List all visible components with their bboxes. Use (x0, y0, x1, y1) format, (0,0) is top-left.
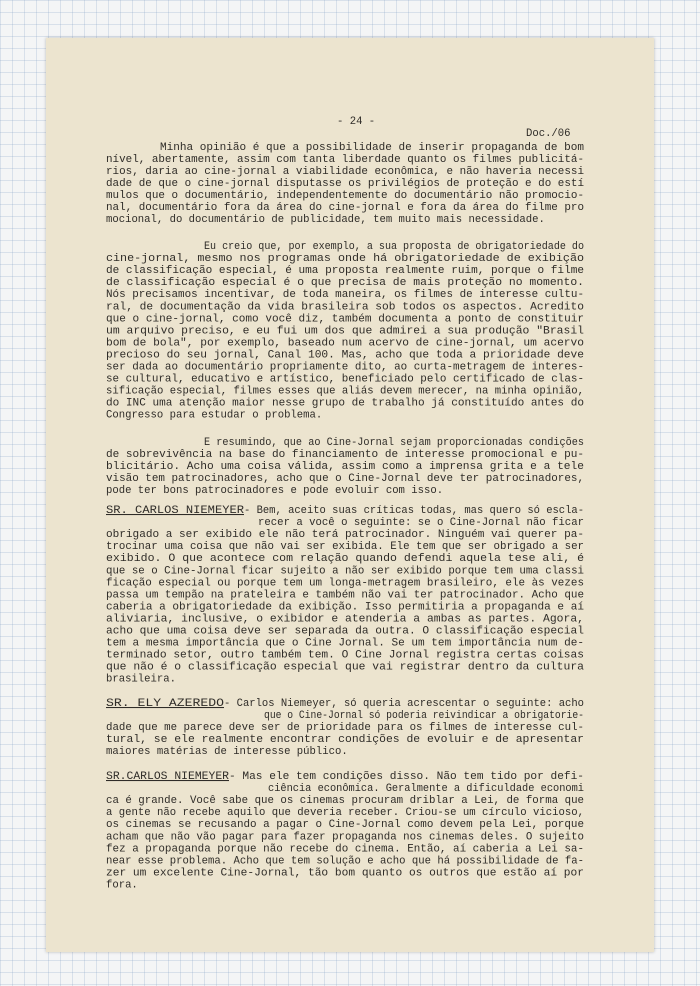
paragraph-line: de classificação especial, é uma proposta realmente ruim, porque o filme (106, 265, 584, 278)
speaker-name: SR.CARLOS NIEMEYER (106, 771, 230, 783)
paragraph-line: blicitário. Acho uma coisa válida, assim como a imprensa grita e a tele (106, 461, 584, 474)
speech-line: near esse problema. Acho que tem solução e acho que há possibilidade de fa- (106, 855, 584, 868)
paragraph-line: ral, de documentação da vida brasileira sob todos os aspectos. Acredito (106, 301, 584, 314)
speech-line: - Bem, aceito suas críticas todas, mas quero só escla- (244, 505, 584, 517)
page-number: - 24 - (337, 116, 376, 128)
speech-line: fez a propaganda porque não recebe do cinema. Então, aí caberia a Lei sa- (106, 843, 584, 856)
paragraph-line: dade de que o cine-jornal disputasse os privilégios de proteção e do estí (106, 178, 584, 190)
speech-line: aliviaria, inclusive, o exibidor e atenderia a ambas as partes. Agora, (106, 613, 584, 626)
paragraph-line: ser dada ao documentário propriamente dito, ao curta-metragem de interes- (106, 361, 584, 374)
paragraph-line: mulos que o documentário, independentemente do documentário não promocio- (106, 190, 584, 202)
paragraph-line: sificação especial, filmes esses que aliás devem merecer, na minha opinião, (106, 385, 584, 398)
speech-line: acho que uma coisa deve ser separada da outra. O classificação especial (106, 625, 584, 638)
paragraph-line: mocional, do documentário de publicidade, tem muito mais necessidade. (106, 214, 545, 226)
speech-line: ca é grande. Você sabe que os cinemas procuram driblar a Lei, de forma que (106, 795, 584, 808)
speech-line: os cinemas se recusando a pagar o Cine-Jornal como devem pela Lei, porque (106, 819, 584, 832)
speech-line: ficação especial ou porque tem um longa-metragem brasileiro, ele às vezes (106, 577, 584, 590)
speech-line: fora. (106, 879, 138, 892)
speech-line: acham que não vão pagar para fazer propaganda nos cinemas deles. O sujeito (106, 831, 584, 844)
speech-line: trocinar uma coisa que não vai ser exibida. Ele tem que ser obrigado a ser (106, 541, 584, 554)
document-page (46, 38, 654, 952)
paragraph-line: de classificação especial é o que precisa de mais proteção no momento. (106, 277, 584, 290)
paragraph-line: Minha opinião é que a possibilidade de inserir propaganda de bom (160, 142, 584, 154)
paragraph-line: pode ter bons patrocinadores e pode evoluir com isso. (106, 485, 444, 498)
paragraph-line: um arquivo preciso, e eu fui um dos que admirei a sua produção "Brasil (106, 325, 584, 338)
speech-line: - Mas ele tem condições disso. Não tem tido por defi- (229, 771, 584, 783)
paragraph-line: Eu creio que, por exemplo, a sua proposta de obrigatoriedade do (204, 241, 584, 253)
speech-line: tural, se ele realmente encontrar condições de evoluir e de apresentar (106, 734, 584, 747)
speech-line: recer a você o seguinte: se o Cine-Jornal não ficar (258, 517, 584, 530)
paragraph-line: cine-jornal, mesmo nos programas onde há obrigatoriedade de exibição (106, 253, 584, 266)
paragraph-line: se cultural, educativo e artístico, beneficiado pelo certificado de clas- (106, 373, 584, 386)
paragraph-line: que o cine-jornal, como você diz, também documenta a ponto de constituir (106, 313, 584, 326)
speech-line: obrigado a ser exibido ele não terá patrocinador. Ninguém vai querer pa- (106, 529, 584, 542)
speaker-name: SR. CARLOS NIEMEYER (106, 505, 245, 517)
document-reference: Doc./06 (526, 128, 571, 140)
speech-line: terminado setor, outro também tem. O Cine Jornal registra certas coisas (106, 649, 584, 662)
paragraph-line: bom de bola", por exemplo, baseado num acervo de cine-jornal, um acervo (106, 337, 584, 350)
speech-line: que se o Cine-Jornal ficar sujeito a não ser exibido porque tem uma classi (106, 565, 584, 578)
speech-line: zer um excelente Cine-Jornal, tão bom quanto os outros que estão aí por (106, 867, 584, 880)
typed-text (46, 38, 654, 952)
speech-line: brasileira. (106, 673, 176, 686)
paragraph-line: Congresso para estudar o problema. (106, 409, 323, 422)
speech-line: dade que me parece deve ser de prioridade para os filmes de interesse cul- (106, 722, 584, 735)
paragraph-line: E resumindo, que ao Cine-Jornal sejam proporcionadas condições (204, 437, 584, 449)
speech-line: caberia a obrigatoriedade da exibição. Isso permitiria a propaganda e aí (106, 601, 584, 614)
paragraph-line: precioso do seu jornal, Canal 100. Mas, acho que toda a prioridade deve (106, 349, 584, 362)
speech-line: - Carlos Niemeyer, só queria acrescentar o seguinte: acho (224, 698, 584, 710)
paragraph-line: de sobrevivência na base do financiamento de interesse promocional e pu- (106, 449, 584, 462)
speech-line: maiores matérias de interesse público. (106, 746, 348, 759)
speech-line: que não é o classificação especial que vai registrar dentro da cultura (106, 661, 584, 674)
paragraph-line: nível, abertamente, assim com tanta liberdade quanto os filmes publicitá- (106, 154, 584, 166)
speech-line: exibido. O que acontece com relação quando defendi aquela tese ali, é (106, 553, 584, 566)
speaker-name: SR. ELY AZEREDO (106, 698, 224, 710)
speech-line: passa um tempão na prateleira e também não vai ter patrocinador. Acho que (106, 589, 584, 602)
speech-line: que o Cine-Jornal só poderia reivindicar a obrigatorie- (264, 710, 584, 723)
speech-line: tem a mesma importância que o Cine Jornal. Se um tem importância num de- (106, 637, 584, 650)
speech-line: a gente não recebe aquilo que deveria receber. Criou-se um círculo vicioso, (106, 807, 584, 820)
paragraph-line: do INC uma atenção maior nesse grupo de trabalho já constituído antes do (106, 397, 584, 410)
paragraph-line: nal, documentário fora da área do cine-jornal e fora da área do filme pro (106, 202, 584, 214)
paragraph-line: Nós precisamos incentivar, de toda maneira, os filmes de interesse cultu- (106, 289, 584, 302)
paragraph-line: rios, daria ao cine-jornal a viabilidade econômica, e não haveria necessi (106, 166, 584, 178)
speech-line: ciência econômica. Geralmente a dificuldade economi (268, 783, 584, 796)
paragraph-line: visão tem patrocinadores, acho que o Cine-Jornal deve ter patrocinadores, (106, 473, 584, 486)
